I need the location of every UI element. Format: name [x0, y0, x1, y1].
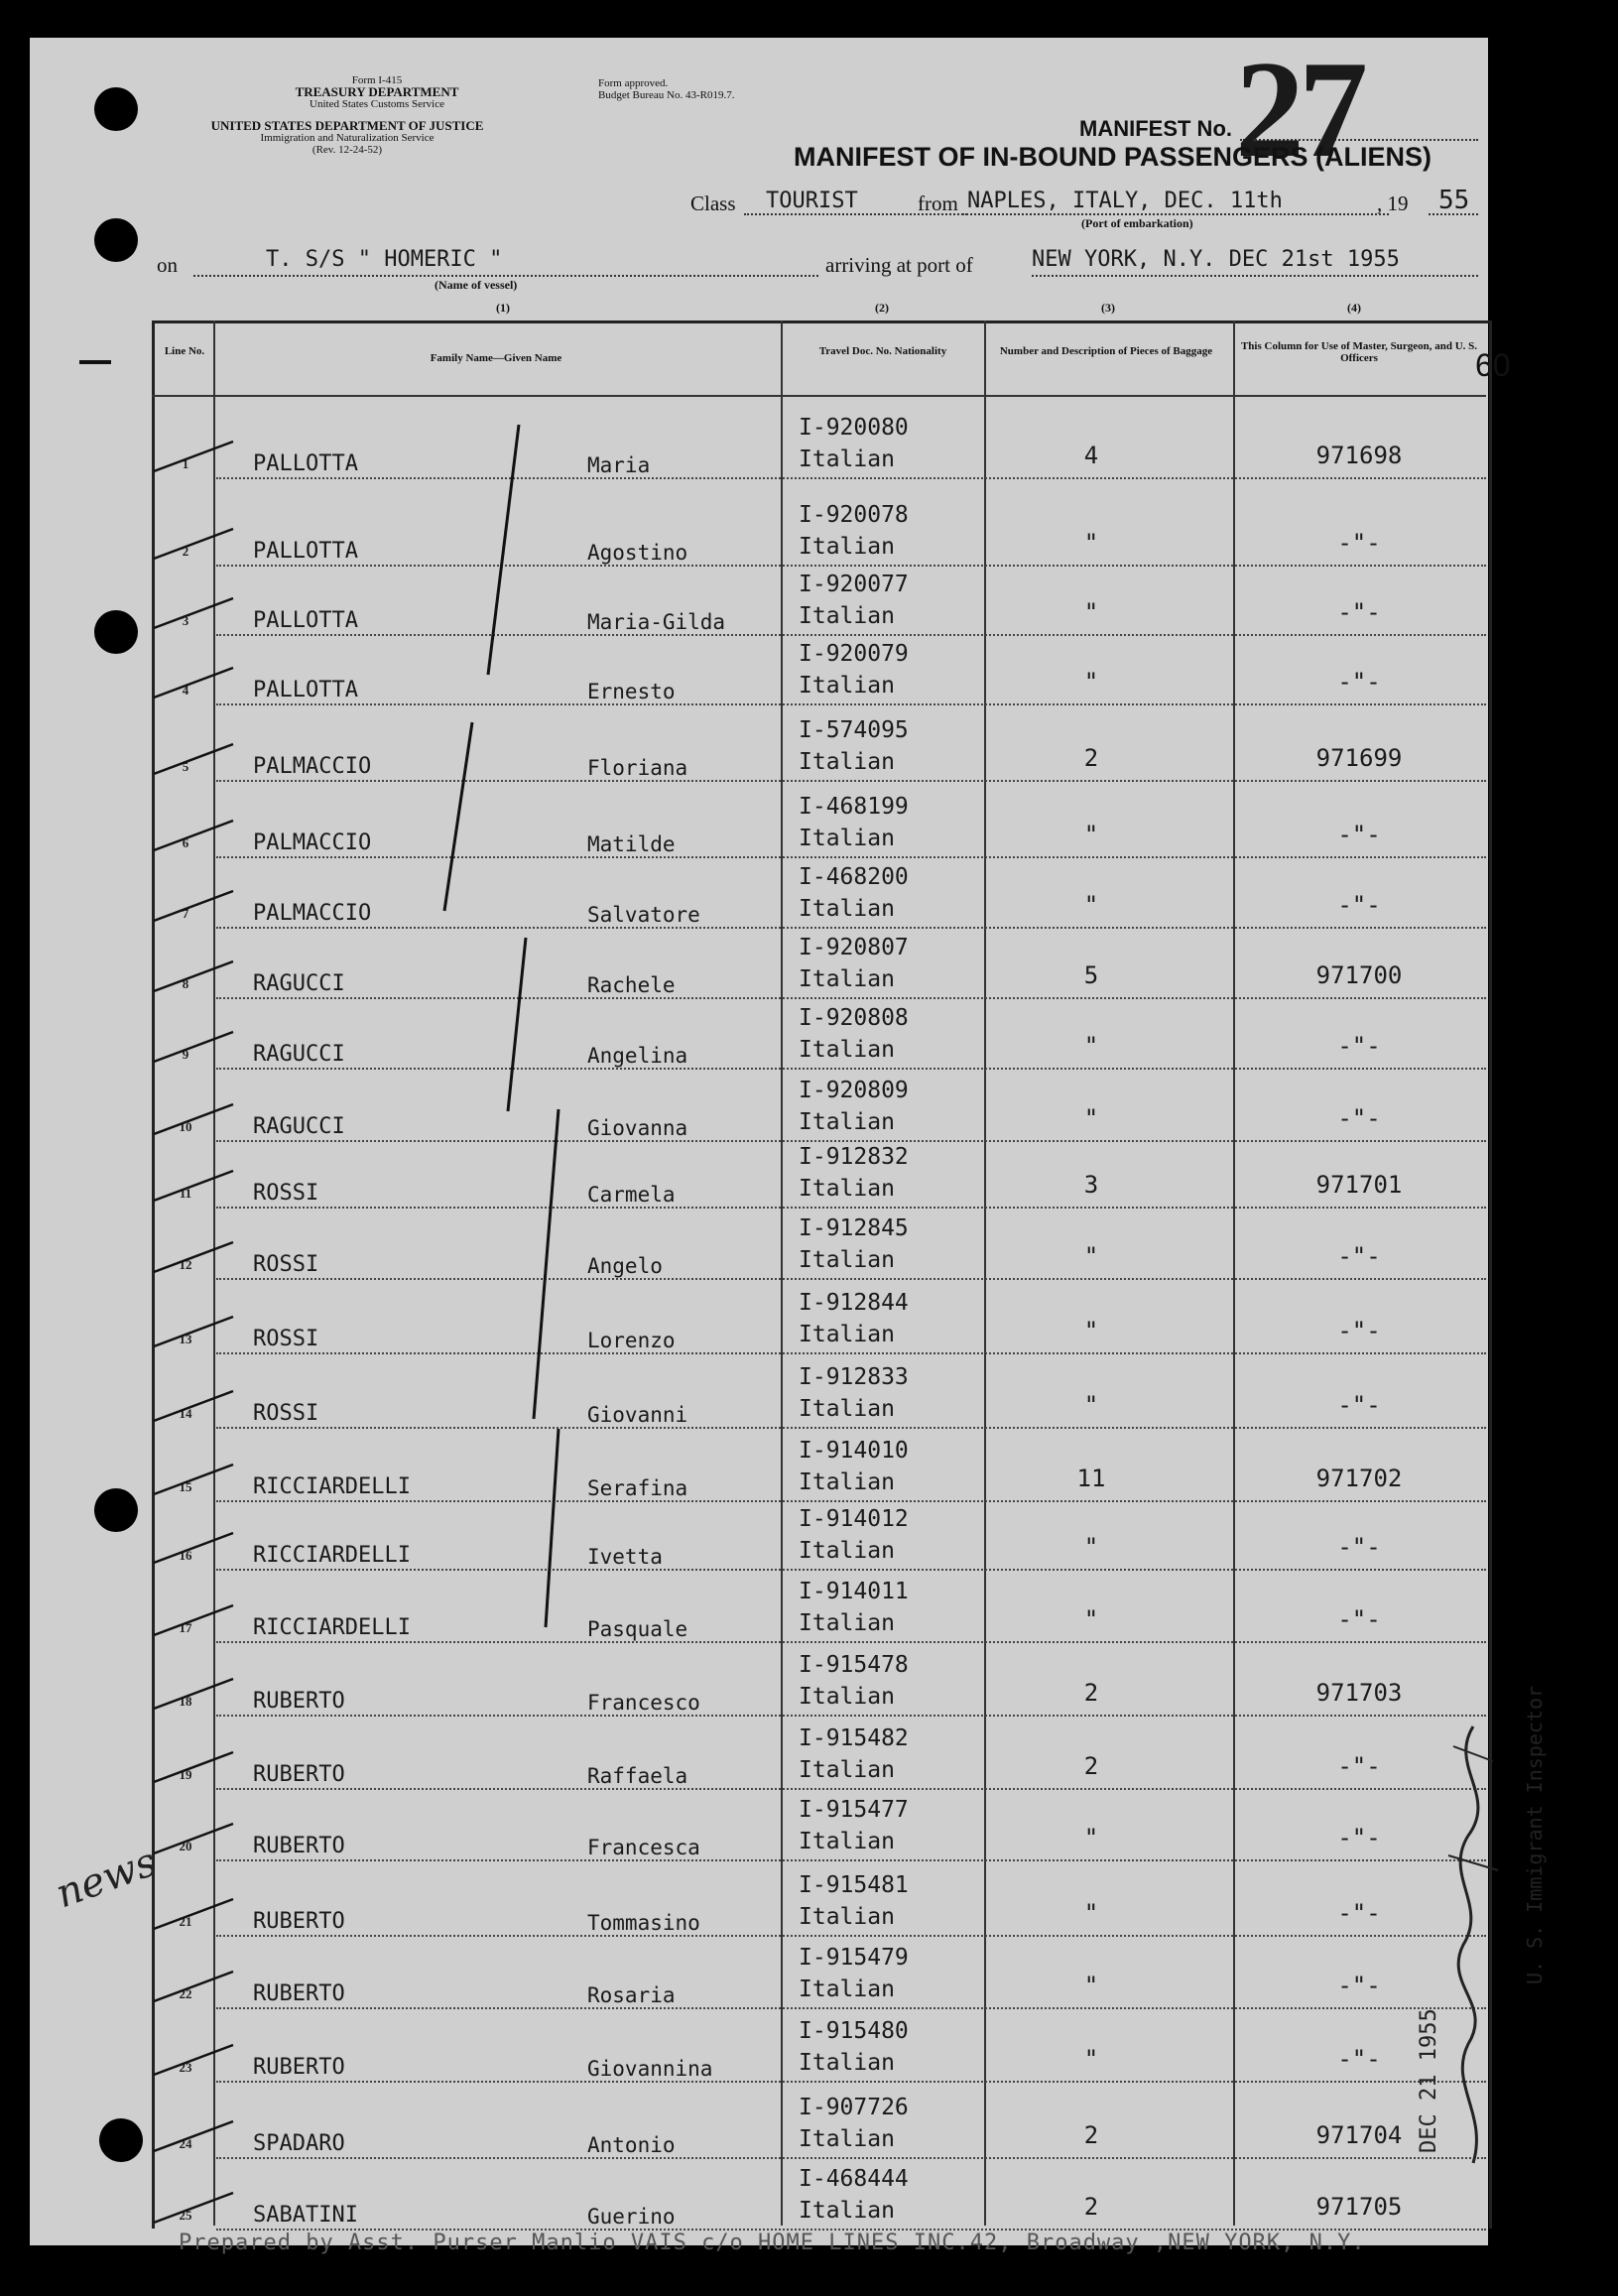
given-name: Angelo: [587, 1254, 663, 1278]
travel-doc-number: I-468444: [799, 2166, 909, 2192]
line-number: 23: [179, 2060, 192, 2075]
page-title: MANIFEST OF IN-BOUND PASSENGERS (ALIENS): [794, 142, 1432, 172]
row-tick-mark: [154, 1605, 233, 1635]
family-name: ROSSI: [253, 1252, 319, 1277]
year-value: 55: [1438, 186, 1470, 215]
family-name: RUBERTO: [253, 1834, 345, 1858]
given-name: Angelina: [587, 1044, 688, 1068]
officer-number: -"-: [1337, 821, 1381, 848]
line-number: 11: [179, 1186, 192, 1201]
officer-number: -"-: [1337, 1317, 1381, 1344]
officer-number: -"-: [1337, 529, 1381, 557]
row-tick-mark: [154, 1824, 233, 1853]
row-tick-mark: [154, 744, 233, 774]
nationality: Italian: [799, 1538, 895, 1564]
line-number: 20: [179, 1839, 192, 1853]
nationality: Italian: [799, 966, 895, 992]
line-number: 2: [182, 544, 189, 559]
officer-number: 971701: [1315, 1171, 1403, 1199]
baggage-count: 3: [1083, 1171, 1099, 1199]
nationality: Italian: [799, 1109, 895, 1135]
officer-number: -"-: [1337, 1899, 1381, 1927]
family-name: RICCIARDELLI: [253, 1543, 411, 1568]
travel-doc-number: I-920809: [799, 1078, 909, 1103]
baggage-count: 2: [1083, 2193, 1099, 2221]
margin-note: news: [50, 1839, 163, 1918]
baggage-count: ": [1083, 2045, 1099, 2073]
col-num-2: (2): [875, 301, 889, 315]
officer-number: -"-: [1337, 1824, 1381, 1851]
baggage-count: ": [1083, 1899, 1099, 1927]
class-value: TOURIST: [766, 189, 858, 213]
line-number: 16: [179, 1548, 192, 1563]
row-tick-mark: [154, 1752, 233, 1782]
baggage-count: ": [1083, 1032, 1099, 1060]
given-name: Rachele: [587, 973, 676, 997]
family-name: PALLOTTA: [253, 608, 358, 633]
form-number: Form I-415: [351, 74, 403, 86]
row-tick-mark: [154, 598, 233, 628]
given-name: Antonio: [587, 2133, 676, 2157]
row-tick-mark: [154, 668, 233, 698]
given-name: Maria-Gilda: [587, 610, 726, 634]
baggage-count: 5: [1083, 961, 1099, 989]
vessel-name: T. S/S " HOMERIC ": [266, 247, 503, 272]
given-name: Ernesto: [587, 680, 676, 703]
given-name: Maria: [587, 453, 651, 477]
given-name: Serafina: [587, 1476, 688, 1500]
row-tick-mark: [154, 2045, 233, 2075]
ins-name: Immigration and Naturalization Service: [260, 132, 435, 144]
travel-doc-number: I-920080: [799, 415, 909, 441]
line-number: 10: [179, 1119, 192, 1134]
family-name: RAGUCCI: [253, 971, 345, 996]
family-name: RUBERTO: [253, 2055, 345, 2080]
row-tick-mark: [154, 1972, 233, 2001]
row-tick-mark: [154, 1533, 233, 1563]
baggage-count: ": [1083, 1104, 1099, 1132]
col-header-travel-doc: Travel Doc. No. Nationality: [818, 345, 947, 357]
baggage-count: ": [1083, 1824, 1099, 1851]
officer-number: -"-: [1337, 1391, 1381, 1419]
row-tick-mark: [154, 1317, 233, 1346]
nationality: Italian: [799, 1322, 895, 1347]
nationality: Italian: [799, 1469, 895, 1495]
customs-service: United States Customs Service: [310, 98, 444, 110]
family-name: SABATINI: [253, 2203, 358, 2228]
baggage-count: 2: [1083, 744, 1099, 772]
nationality: Italian: [799, 2050, 895, 2076]
travel-doc-number: I-915477: [799, 1797, 909, 1823]
baggage-count: ": [1083, 598, 1099, 626]
officer-number: -"-: [1337, 1533, 1381, 1561]
baggage-count: ": [1083, 1533, 1099, 1561]
class-label: Class: [690, 191, 736, 215]
given-name: Francesco: [587, 1691, 700, 1715]
row-tick-mark: [154, 2193, 233, 2223]
from-value: NAPLES, ITALY, DEC. 11th: [967, 189, 1283, 213]
given-name: Francesca: [587, 1836, 700, 1859]
nationality: Italian: [799, 1176, 895, 1202]
col-num-1: (1): [496, 301, 510, 315]
family-name: ROSSI: [253, 1181, 319, 1206]
inspector-stamp: U. S. Immigrant Inspector: [1523, 1685, 1547, 1984]
travel-doc-number: I-920078: [799, 502, 909, 528]
baggage-count: ": [1083, 529, 1099, 557]
treasury-department: TREASURY DEPARTMENT: [295, 84, 459, 99]
line-number: 8: [182, 976, 189, 991]
col-header-name: Family Name—Given Name: [430, 352, 562, 364]
family-name: RAGUCCI: [253, 1114, 345, 1139]
given-name: Pasquale: [587, 1617, 688, 1641]
travel-doc-number: I-914010: [799, 1438, 909, 1464]
baggage-count: ": [1083, 668, 1099, 696]
given-name: Rosaria: [587, 1983, 676, 2007]
given-name: Carmela: [587, 1183, 676, 1207]
nationality: Italian: [799, 1977, 895, 2002]
form-revision: (Rev. 12-24-52): [311, 144, 383, 156]
row-tick-mark: [154, 1679, 233, 1709]
family-name: PALMACCIO: [253, 901, 372, 926]
given-name: Salvatore: [587, 903, 700, 927]
family-name: PALLOTTA: [253, 539, 358, 564]
nationality: Italian: [799, 896, 895, 922]
line-number: 18: [179, 1694, 192, 1709]
line-number: 25: [179, 2208, 192, 2223]
line-number: 3: [182, 613, 189, 628]
given-name: Lorenzo: [587, 1329, 676, 1352]
baggage-count: ": [1083, 1242, 1099, 1270]
baggage-count: 2: [1083, 1752, 1099, 1780]
line-number: 22: [179, 1986, 192, 2001]
given-name: Agostino: [587, 541, 688, 565]
baggage-count: ": [1083, 1391, 1099, 1419]
line-number: 15: [179, 1479, 192, 1494]
travel-doc-number: I-915479: [799, 1945, 909, 1971]
nationality: Italian: [799, 1829, 895, 1854]
row-tick-mark: [154, 1391, 233, 1421]
family-name: RICCIARDELLI: [253, 1615, 411, 1640]
given-name: Tommasino: [587, 1911, 700, 1935]
line-number: 19: [179, 1767, 192, 1782]
given-name: Guerino: [587, 2205, 676, 2229]
baggage-count: 2: [1083, 2121, 1099, 2149]
nationality: Italian: [799, 1396, 895, 1422]
row-tick-mark: [154, 1465, 233, 1494]
family-name: PALLOTTA: [253, 678, 358, 702]
officer-number: -"-: [1337, 668, 1381, 696]
family-name: SPADARO: [253, 2131, 345, 2156]
travel-doc-number: I-914011: [799, 1579, 909, 1604]
nationality: Italian: [799, 1037, 895, 1063]
family-name: RUBERTO: [253, 1762, 345, 1787]
row-tick-mark: [154, 529, 233, 559]
manifest-no-label: MANIFEST No.: [1079, 116, 1232, 141]
baggage-count: 11: [1076, 1465, 1106, 1492]
budget-bureau: Budget Bureau No. 43-R019.7.: [598, 89, 735, 101]
col-num-4: (4): [1347, 301, 1361, 315]
travel-doc-number: I-915482: [799, 1725, 909, 1751]
family-name: RUBERTO: [253, 1689, 345, 1714]
baggage-count: ": [1083, 1605, 1099, 1633]
family-name: RAGUCCI: [253, 1042, 345, 1067]
footer-prepared-by: Prepared by Asst. Purser Manlio VAIS c/o HOME LINES INC.42, Broadway ,NEW YORK, N.Y.: [179, 2231, 1366, 2255]
row-tick-mark: [154, 442, 233, 471]
manifest-number: 27: [1235, 33, 1362, 187]
travel-doc-number: I-912833: [799, 1364, 909, 1390]
col-header-baggage: Number and Description of Pieces of Baggage: [999, 345, 1213, 357]
row-tick-mark: [154, 821, 233, 850]
officer-number: 971700: [1315, 961, 1403, 989]
year-prefix: , 19: [1377, 191, 1409, 215]
row-tick-mark: [154, 1032, 233, 1062]
officer-number: -"-: [1337, 2045, 1381, 2073]
line-number: 21: [179, 1914, 192, 1929]
row-tick-mark: [154, 1899, 233, 1929]
officer-number: -"-: [1337, 1972, 1381, 1999]
col-header-officers: This Column for Use of Master, Surgeon, and U. S. Officers: [1240, 340, 1478, 364]
travel-doc-number: I-920077: [799, 572, 909, 597]
nationality: Italian: [799, 1610, 895, 1636]
baggage-count: ": [1083, 821, 1099, 848]
given-name: Giovannina: [587, 2057, 713, 2081]
nationality: Italian: [799, 673, 895, 699]
nationality: Italian: [799, 1247, 895, 1273]
family-name: PALMACCIO: [253, 754, 372, 779]
baggage-count: ": [1083, 891, 1099, 919]
travel-doc-number: I-915480: [799, 2018, 909, 2044]
line-number: 13: [179, 1332, 192, 1346]
officer-number: -"-: [1337, 1752, 1381, 1780]
nationality: Italian: [799, 826, 895, 851]
officer-number: -"-: [1337, 1242, 1381, 1270]
nationality: Italian: [799, 2126, 895, 2152]
baggage-count: 4: [1083, 442, 1099, 469]
officer-number: 971698: [1315, 442, 1403, 469]
family-name: ROSSI: [253, 1401, 319, 1426]
arriving-value: NEW YORK, N.Y. DEC 21st 1955: [1032, 247, 1400, 272]
officer-number: 971703: [1315, 1679, 1403, 1707]
travel-doc-number: I-912832: [799, 1144, 909, 1170]
line-number: 7: [182, 906, 189, 921]
row-tick-mark: [154, 1171, 233, 1201]
row-tick-mark: [154, 1242, 233, 1272]
officer-number: -"-: [1337, 1605, 1381, 1633]
line-number: 12: [179, 1257, 192, 1272]
line-number: 24: [179, 2136, 192, 2151]
line-number: 14: [179, 1406, 192, 1421]
travel-doc-number: I-574095: [799, 717, 909, 743]
family-name: PALLOTTA: [253, 451, 358, 476]
nationality: Italian: [799, 2198, 895, 2224]
line-number: 17: [179, 1620, 192, 1635]
dept-of-justice: UNITED STATES DEPARTMENT OF JUSTICE: [210, 118, 484, 133]
officer-number: -"-: [1337, 1032, 1381, 1060]
nationality: Italian: [799, 1757, 895, 1783]
side-number: 60: [1475, 347, 1511, 383]
date-stamp: DEC 21 1955: [1417, 2008, 1441, 2153]
arriving-label: arriving at port of: [825, 253, 973, 277]
line-number: 9: [182, 1047, 189, 1062]
row-tick-mark: [154, 961, 233, 991]
line-number: 6: [182, 835, 189, 850]
nationality: Italian: [799, 1684, 895, 1710]
travel-doc-number: I-920807: [799, 935, 909, 960]
travel-doc-number: I-468199: [799, 794, 909, 820]
baggage-count: ": [1083, 1972, 1099, 1999]
travel-doc-number: I-920808: [799, 1005, 909, 1031]
nationality: Italian: [799, 446, 895, 472]
travel-doc-number: I-468200: [799, 864, 909, 890]
family-name: ROSSI: [253, 1327, 319, 1351]
travel-doc-number: I-907726: [799, 2095, 909, 2120]
family-name: PALMACCIO: [253, 830, 372, 855]
given-name: Giovanna: [587, 1116, 688, 1140]
line-number: 4: [182, 683, 189, 698]
given-name: Floriana: [587, 756, 688, 780]
given-name: Ivetta: [587, 1545, 663, 1569]
nationality: Italian: [799, 1904, 895, 1930]
nationality: Italian: [799, 534, 895, 560]
vessel-note: (Name of vessel): [435, 278, 518, 292]
from-label: from: [918, 191, 958, 215]
col-num-3: (3): [1101, 301, 1115, 315]
on-label: on: [157, 253, 178, 277]
nationality: Italian: [799, 603, 895, 629]
family-name: RUBERTO: [253, 1909, 345, 1934]
officer-number: 971705: [1315, 2193, 1403, 2221]
row-tick-mark: [154, 891, 233, 921]
officer-number: 971702: [1315, 1465, 1403, 1492]
officer-number: 971704: [1315, 2121, 1403, 2149]
travel-doc-number: I-915478: [799, 1652, 909, 1678]
approved-text: Form approved.: [598, 77, 669, 89]
travel-doc-number: I-915481: [799, 1872, 909, 1898]
given-name: Giovanni: [587, 1403, 688, 1427]
line-number: 5: [182, 759, 189, 774]
travel-doc-number: I-914012: [799, 1506, 909, 1532]
nationality: Italian: [799, 749, 895, 775]
row-tick-mark: [154, 2121, 233, 2151]
row-tick-mark: [154, 1104, 233, 1134]
col-header-line-no: Line No.: [164, 345, 205, 357]
officer-number: -"-: [1337, 598, 1381, 626]
travel-doc-number: I-912844: [799, 1290, 909, 1316]
baggage-count: ": [1083, 1317, 1099, 1344]
officer-number: -"-: [1337, 891, 1381, 919]
given-name: Raffaela: [587, 1764, 688, 1788]
baggage-count: 2: [1083, 1679, 1099, 1707]
given-name: Matilde: [587, 832, 676, 856]
line-number: 1: [182, 456, 189, 471]
officer-number: -"-: [1337, 1104, 1381, 1132]
travel-doc-number: I-920079: [799, 641, 909, 667]
travel-doc-number: I-912845: [799, 1215, 909, 1241]
officer-number: 971699: [1315, 744, 1403, 772]
family-name: RICCIARDELLI: [253, 1474, 411, 1499]
embarkation-note: (Port of embarkation): [1081, 216, 1193, 230]
family-name: RUBERTO: [253, 1981, 345, 2006]
